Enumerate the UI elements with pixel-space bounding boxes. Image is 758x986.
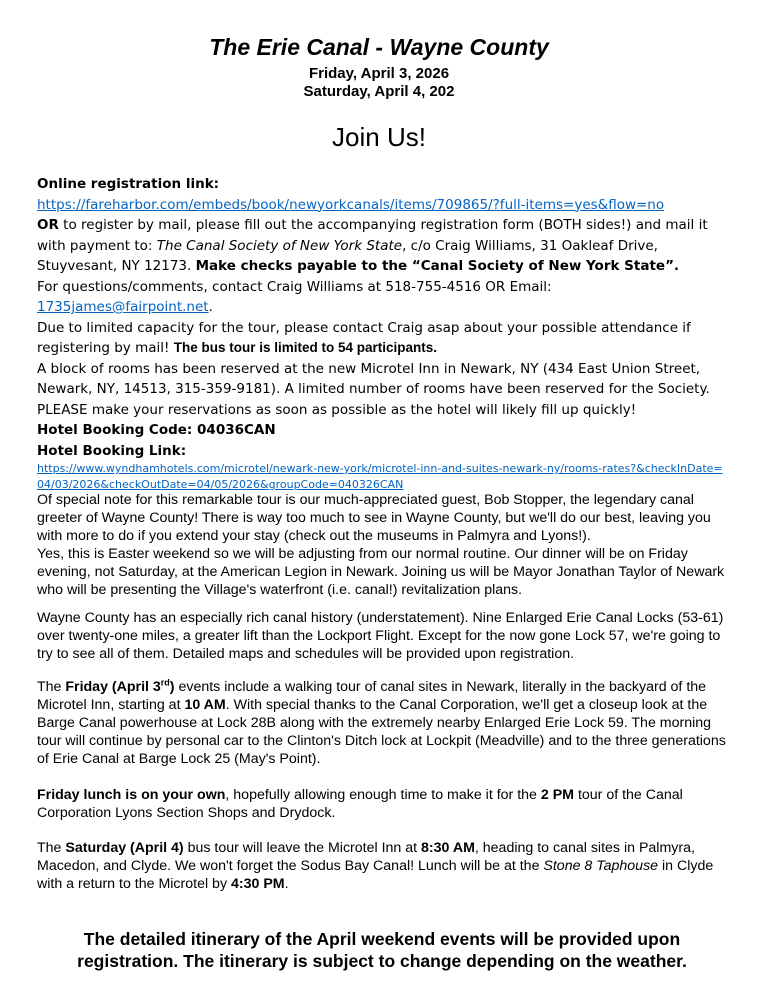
friday-events-paragraph <box>37 678 727 768</box>
or-label: OR <box>37 217 59 233</box>
friday-paren: ) <box>169 679 175 695</box>
saturday-return-time: 4:30 PM <box>230 876 285 892</box>
friday-date: Friday (April 3 <box>65 679 161 695</box>
saturday-text-a: bus tour will leave the Microtel Inn at <box>183 840 422 856</box>
friday-text-b: . With special thanks to the Canal Corporation, we'll get a closeup look at the Barge Canal powerhouse at Lock 28B along with the extremely nearby Enlarged Erie Lock 59. The morning tour will continue by personal car to the Clinton's Ditch lock at Lockpit (Meadville) and to the three generations of Erie Canal at Barge Lock 25 (May's Point). <box>37 697 726 767</box>
online-registration-label: Online registration link: <box>37 176 220 192</box>
hotel-booking-link-label: Hotel Booking Link: <box>37 442 187 459</box>
saturday-events-paragraph <box>37 839 727 893</box>
special-note-paragraph <box>37 491 727 599</box>
saturday-label: Saturday (April 4) <box>65 840 184 856</box>
saturday-text-c: in Clyde with a return to the Microtel by <box>37 858 714 892</box>
rooms-paragraph: A block of rooms has been reserved at the new Microtel Inn in Newark, NY (434 East Union Street, Newark, NY, 14513, 315-359-9181). A limited number of rooms have been reserved for the Society. <box>37 360 710 397</box>
society-name: The Canal Society of New York State <box>156 237 403 254</box>
friday-lunch-text-b: tour of the Canal Corporation Lyons Section Shops and Drydock. <box>37 787 683 821</box>
friday-lunch-label: Friday lunch is on your own <box>37 787 226 803</box>
event-date-saturday: Saturday, April 4, 202 <box>303 83 455 100</box>
lunch-venue: Stone 8 Taphouse <box>543 858 659 874</box>
saturday-text-b: , heading to canal sites in Palmyra, Macedon, and Clyde. We won't forget the Sodus Bay Canal! Lunch will be at the <box>37 840 695 874</box>
contact-email-link[interactable]: 1735james@fairpoint.net <box>37 299 209 315</box>
checks-payable-note: Make checks payable to the “Canal Society of New York State”. <box>195 258 680 274</box>
friday-start-time: 10 AM <box>184 697 226 713</box>
questions-text: For questions/comments, contact Craig Williams at 518-755-4516 OR Email: <box>37 278 552 295</box>
hotel-booking-code: Hotel Booking Code: 04036CAN <box>37 422 276 438</box>
saturday-the: The <box>37 840 66 856</box>
friday-text-a: events include a walking tour of canal sites in Newark, literally in the backyard of the Microtel Inn, starting at <box>37 679 707 713</box>
online-registration-link[interactable]: https://fareharbor.com/embeds/book/newyorkcanals/items/709865/?full-items=yes&flow=no <box>37 196 665 213</box>
mail-text: to register by mail, please fill out the accompanying registration form (BOTH sides!) and mail it with payment to: <box>37 217 708 254</box>
friday-lunch-text-a: , hopefully allowing enough time to make it for the <box>225 787 541 803</box>
easter-weekend-text: Yes, this is Easter weekend so we will be adjusting from our normal routine. Our dinner will be on Friday evening, not Saturday, at the American Legion in Newark. Joining us will be Mayor Jonathan Taylor of Newark who will be presenting the Village's waterfront (i.e. canal!) revitalization plans. <box>37 546 725 598</box>
capacity-text: Due to limited capacity for the tour, please contact Craig asap about your possible attendance if registering by mail! <box>37 319 691 356</box>
reserve-paragraph: PLEASE make your reservations as soon as possible as the hotel will likely fill up quickly! <box>37 401 637 418</box>
mail-registration-paragraph <box>37 215 727 277</box>
saturday-text-d: . <box>284 876 289 892</box>
friday-label <box>65 679 174 695</box>
friday-superscript: rd <box>160 677 170 688</box>
event-date-friday: Friday, April 3, 2026 <box>308 65 450 82</box>
join-us-heading: Join Us! <box>332 122 426 152</box>
friday-lunch-paragraph <box>37 786 727 822</box>
friday-lunch-time: 2 PM <box>540 787 574 803</box>
mail-address: , c/o Craig Williams, 31 Oakleaf Drive, Stuyvesant, NY 12173. <box>37 237 658 274</box>
hotel-booking-link[interactable]: https://www.wyndhamhotels.com/microtel/newark-new-york/microtel-inn-and-suites-newark-ny/rooms-rates?&checkInDate=04/03/2026&checkOutDate=04/05/2026&groupCode=040326CAN <box>37 462 723 491</box>
friday-the: The <box>37 679 66 695</box>
special-guest-text: Of special note for this remarkable tour is our much-appreciated guest, Bob Stopper, the legendary canal greeter of Wayne County! There is way too much to see in Wayne County, but we'll do our best, leaving you with more to do if you extend your stay (check out the museums in Palmyra and Lyons!). <box>37 492 711 544</box>
registration-section <box>37 174 727 493</box>
saturday-start-time: 8:30 AM <box>421 840 475 856</box>
capacity-paragraph <box>37 318 727 359</box>
document-title: The Erie Canal - Wayne County <box>209 34 549 60</box>
questions-end: . <box>208 299 213 315</box>
questions-paragraph <box>37 277 727 318</box>
capacity-limit: The bus tour is limited to 54 participants. <box>173 340 438 355</box>
itinerary-footer-note: The detailed itinerary of the April weekend events will be provided upon registration. The itinerary is subject to change depending on the weather. <box>77 929 687 971</box>
canal-history-paragraph: Wayne County has an especially rich canal history (understatement). Nine Enlarged Erie Canal Locks (53-61) over twenty-one miles, a greater lift than the Lockport Flight. Except for the now gone Lock 57, we're going to try to see all of them. Detailed maps and schedules will be provided upon registration. <box>37 610 724 662</box>
